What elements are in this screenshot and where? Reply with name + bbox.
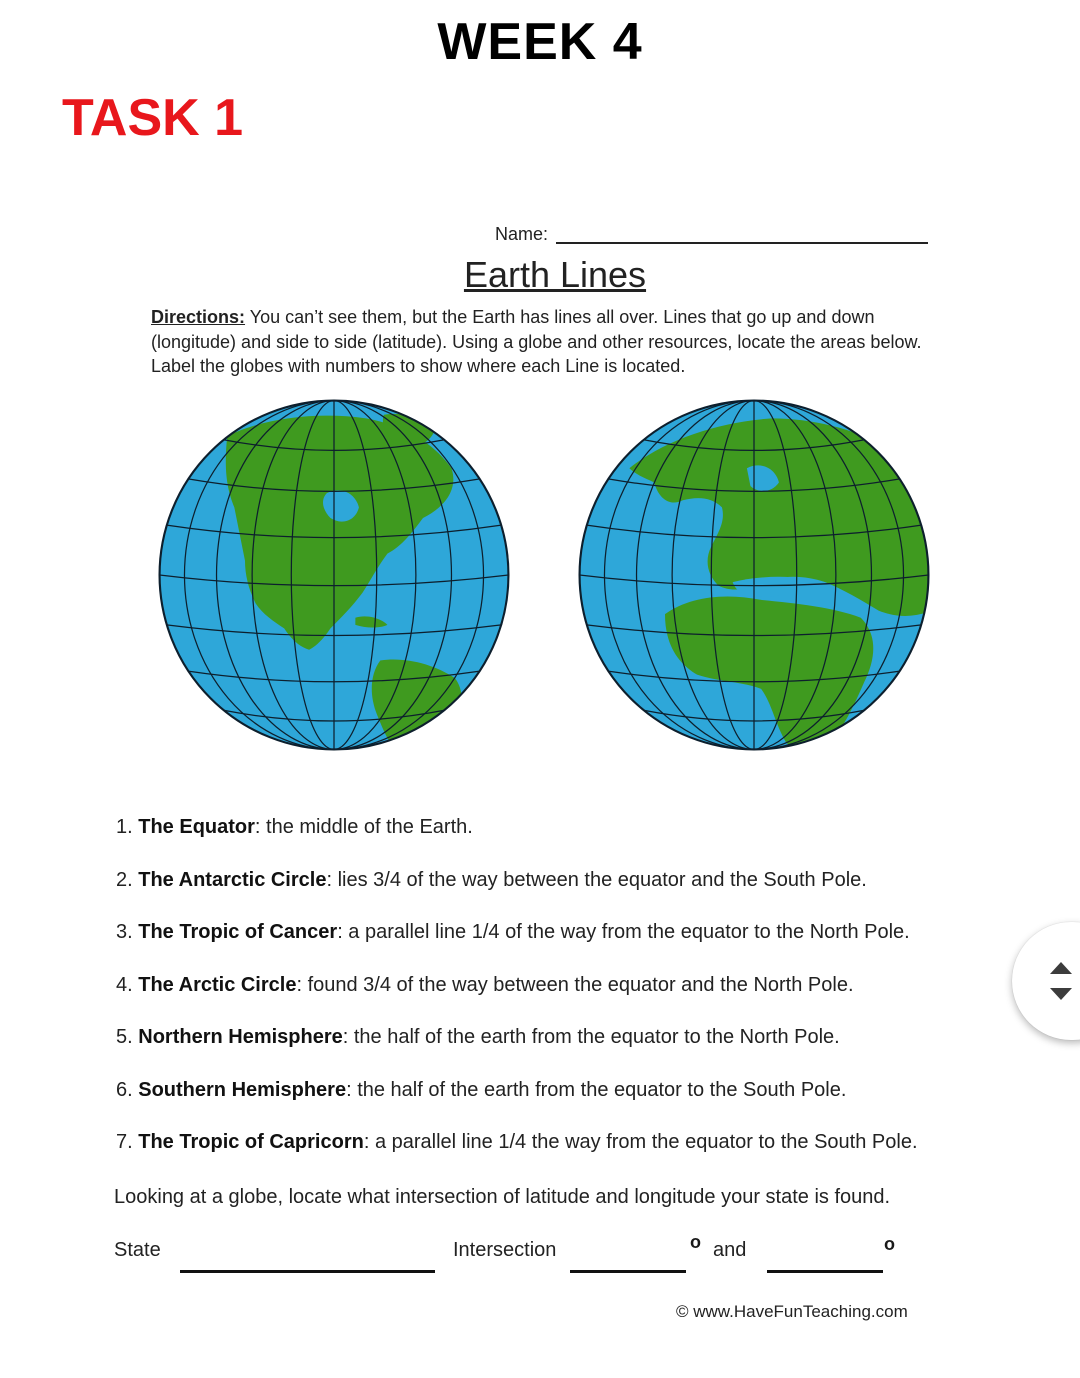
globe-americas-icon xyxy=(156,397,512,753)
instruction-text: Looking at a globe, locate what intersection of latitude and longitude your state is found. xyxy=(114,1186,891,1208)
item-number: 5. xyxy=(116,1026,133,1048)
item-number: 3. xyxy=(116,921,133,943)
item-number: 7. xyxy=(116,1131,133,1153)
item-term: The Equator xyxy=(138,816,255,838)
item-desc: : the half of the earth from the equator to the North Pole. xyxy=(342,1026,840,1048)
item-number: 2. xyxy=(116,869,133,891)
list-item xyxy=(116,869,867,892)
worksheet-title: Earth Lines xyxy=(463,254,647,295)
arrow-up-icon[interactable] xyxy=(1048,960,1074,976)
directions-text: You can’t see them, but the Earth has lines all over. Lines that go up and down (longitude) and side to side (latitude). Using a globe and other resources, locate the areas below. Label the globes with numbers to show where each Line is located. xyxy=(151,307,922,376)
item-desc: : lies 3/4 of the way between the equator and the South Pole. xyxy=(326,869,867,891)
item-desc: : a parallel line 1/4 the way from the equator to the South Pole. xyxy=(363,1131,918,1153)
madagascar-land xyxy=(878,695,891,716)
state-blank-line[interactable] xyxy=(180,1270,435,1273)
item-term: The Antarctic Circle xyxy=(138,869,327,891)
list-item xyxy=(116,816,473,839)
state-label: State xyxy=(114,1239,161,1261)
item-number: 4. xyxy=(116,974,133,996)
directions-label: Directions: xyxy=(151,307,246,327)
item-number: 1. xyxy=(116,816,133,838)
and-label: and xyxy=(713,1239,747,1261)
name-label: Name: xyxy=(495,224,549,244)
degree-symbol: o xyxy=(884,1234,895,1254)
page-scroll-widget[interactable] xyxy=(1012,922,1080,1040)
list-item xyxy=(116,974,854,997)
copyright-text: © www.HaveFunTeaching.com xyxy=(676,1302,908,1321)
list-item xyxy=(116,1026,840,1049)
intersection-label: Intersection xyxy=(453,1239,557,1261)
week-title: WEEK 4 xyxy=(437,13,643,71)
item-desc: : the half of the earth from the equator to the South Pole. xyxy=(346,1079,847,1101)
item-desc: : found 3/4 of the way between the equator and the North Pole. xyxy=(296,974,854,996)
list-item xyxy=(116,1079,846,1102)
item-term: The Arctic Circle xyxy=(138,974,297,996)
longitude-blank-line[interactable] xyxy=(767,1270,883,1273)
item-term: The Tropic of Cancer xyxy=(138,921,338,943)
arrow-down-icon[interactable] xyxy=(1048,986,1074,1002)
list-item xyxy=(116,1131,918,1154)
globe-europe-africa-icon xyxy=(576,397,932,753)
directions xyxy=(151,305,941,379)
item-term: The Tropic of Capricorn xyxy=(138,1131,364,1153)
item-term: Northern Hemisphere xyxy=(138,1026,343,1048)
item-term: Southern Hemisphere xyxy=(138,1079,347,1101)
latitude-blank-line[interactable] xyxy=(570,1270,686,1273)
item-desc: : a parallel line 1/4 of the way from the equator to the North Pole. xyxy=(337,921,910,943)
degree-symbol: o xyxy=(690,1232,701,1252)
item-number: 6. xyxy=(116,1079,133,1101)
task-title: TASK 1 xyxy=(62,89,244,147)
item-desc: : the middle of the Earth. xyxy=(254,816,473,838)
list-item xyxy=(116,921,910,944)
name-blank-line[interactable] xyxy=(556,242,928,244)
